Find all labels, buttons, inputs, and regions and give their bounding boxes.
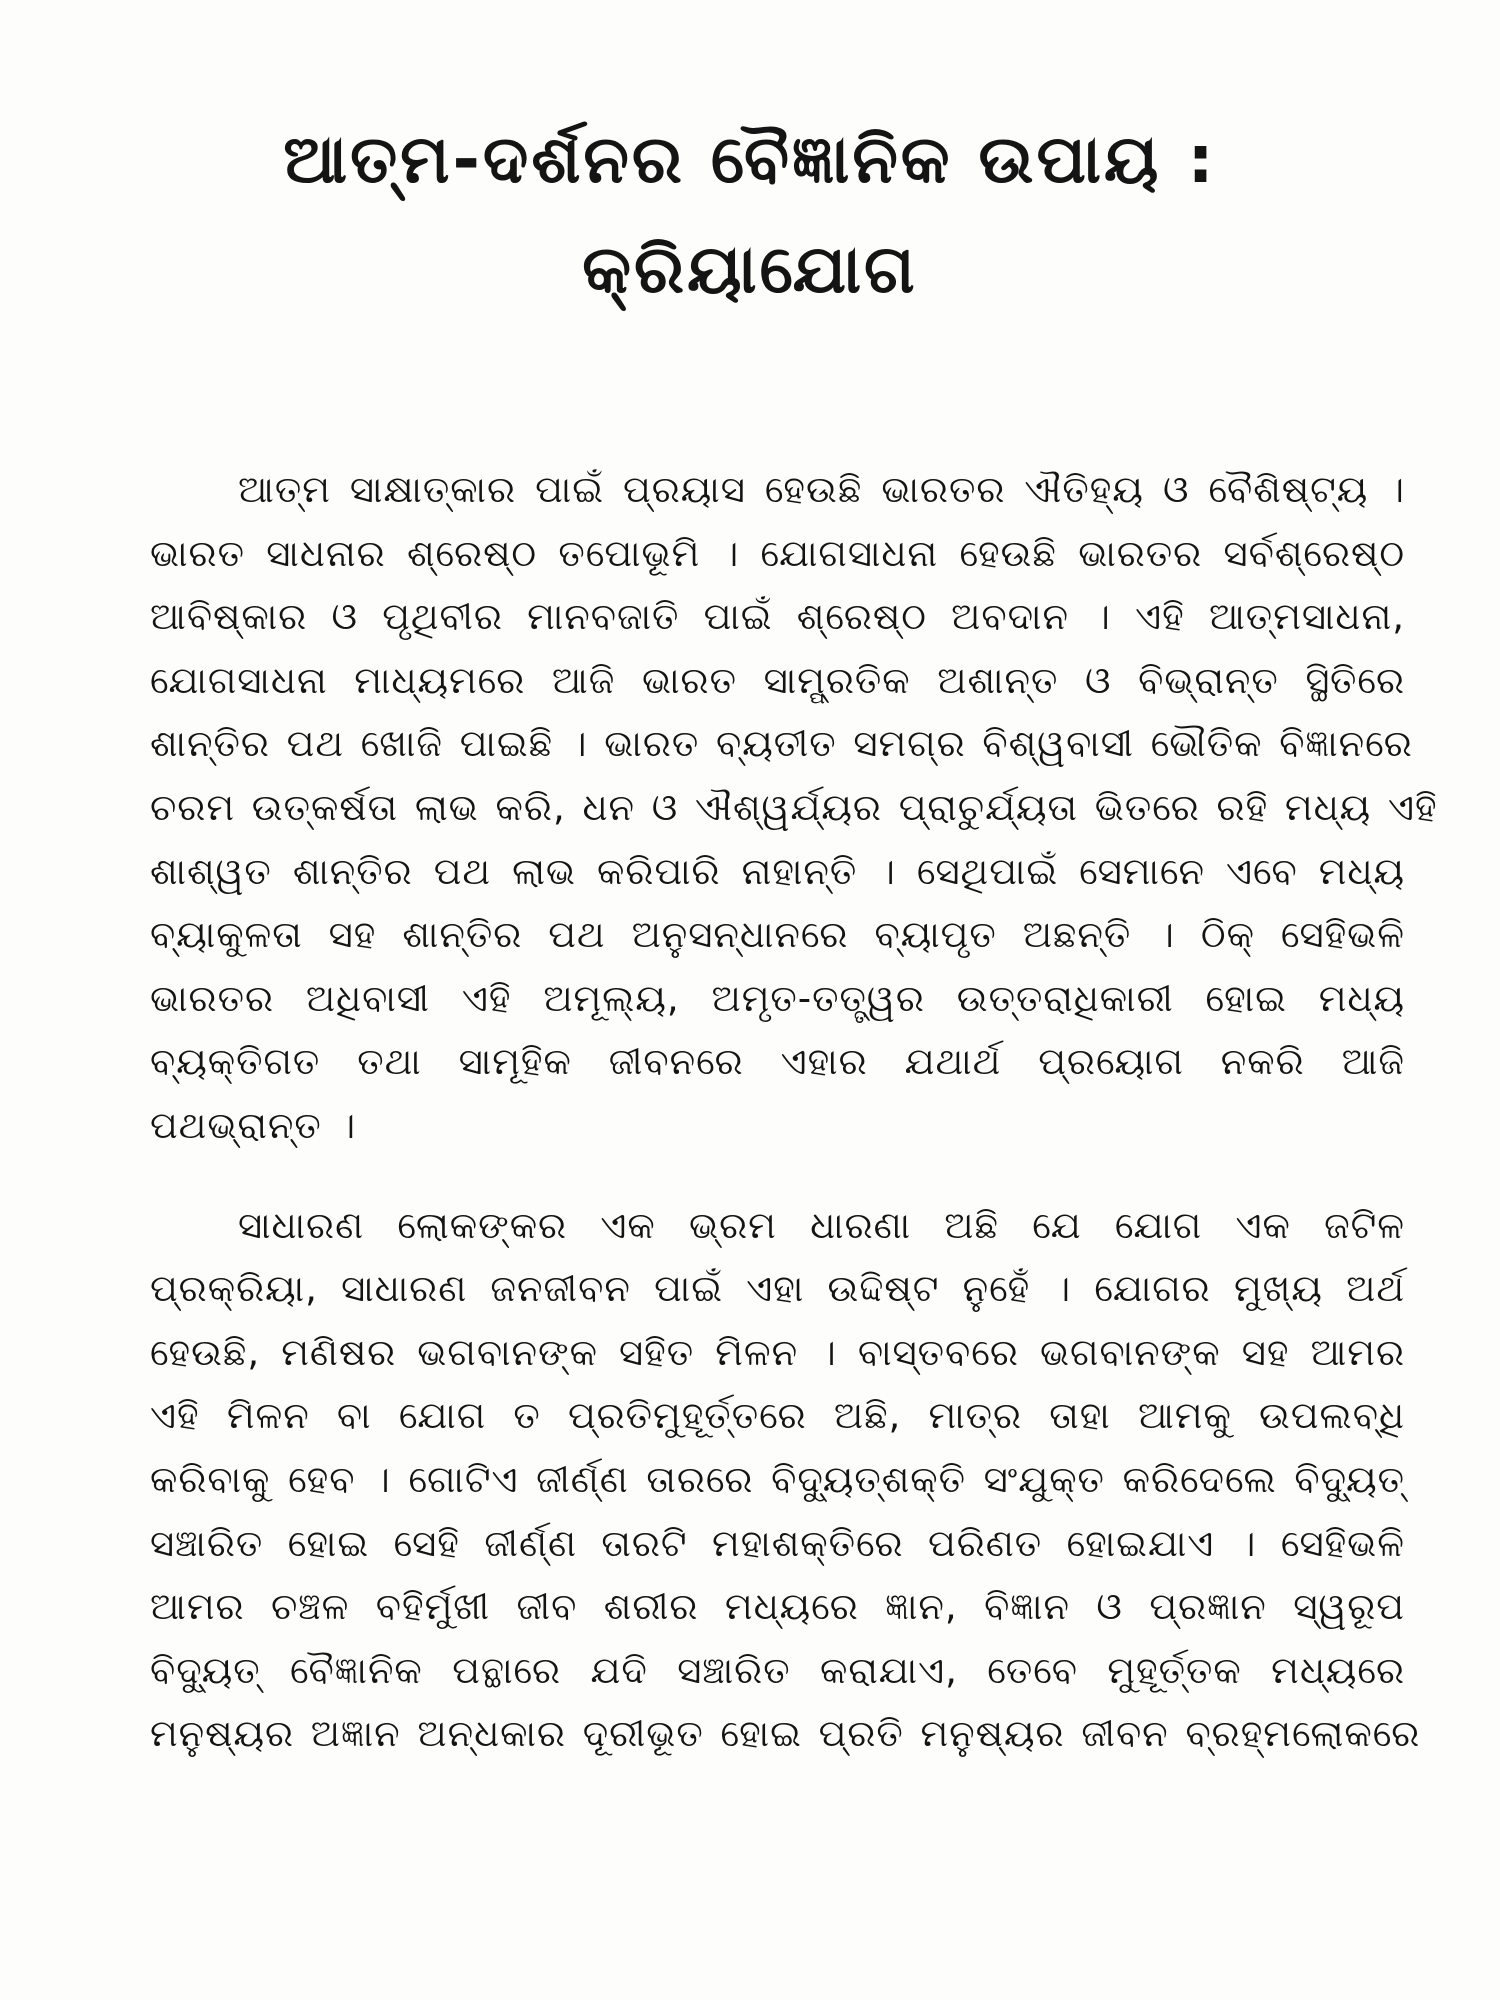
paragraph-line: ପ୍ରକ୍ରିୟା, ସାଧାରଣ ଜନଜୀବନ ପାଇଁ ଏହା ଉଦ୍ଦିଷ୍ଟ ନୁହେଁ । ଯୋଗର ମୁଖ୍ୟ ଅର୍ଥ bbox=[150, 1267, 1405, 1311]
paragraph-line: ଆମର ଚଞ୍ଚଳ ବହିର୍ମୁଖୀ ଜୀବ ଶରୀର ମଧ୍ୟରେ ଜ୍ଞାନ, ବିଜ୍ଞାନ ଓ ପ୍ରଜ୍ଞାନ ସ୍ୱରୂପ bbox=[150, 1585, 1405, 1629]
paragraph-line: କରିବାକୁ ହେବ । ଗୋଟିଏ ଜୀର୍ଣ୍ଣ ତାରରେ ବିଦ୍ୟୁତ୍‌ଶକ୍ତି ସଂଯୁକ୍ତ କରିଦେଲେ ବିଦ୍ୟୁତ୍ bbox=[150, 1457, 1405, 1501]
paragraph-spacer bbox=[150, 1158, 1405, 1194]
paragraph-line: ହେଉଛି, ମଣିଷର ଭଗବାନଙ୍କ ସହିତ ମିଳନ । ବାସ୍ତବରେ ଭଗବାନଙ୍କ ସହ ଆମର bbox=[150, 1330, 1405, 1374]
paragraph-line: ଆତ୍ମ ସାକ୍ଷାତ୍‌କାର ପାଇଁ ପ୍ରୟାସ ହେଉଛି ଭାରତର ଐତିହ୍ୟ ଓ ବୈଶିଷ୍ଟ୍ୟ । bbox=[238, 468, 1405, 511]
paragraph-line: ମନୁଷ୍ୟର ଅଜ୍ଞାନ ଅନ୍ଧକାର ଦୂରୀଭୂତ ହୋଇ ପ୍ରତି ମନୁଷ୍ୟର ଜୀବନ ବ୍ରହ୍ମଲୋକରେ bbox=[150, 1712, 1421, 1756]
paragraph-1 bbox=[150, 458, 1438, 1158]
chapter-title-line-2: କ୍ରିୟାଯୋଗ bbox=[582, 231, 918, 308]
paragraph-line: ଶାନ୍ତିର ପଥ ଖୋଜି ପାଇଛି । ଭାରତ ବ୍ୟତୀତ ସମଗ୍ର ବିଶ୍ୱବାସୀ ଭୌତିକ ବିଜ୍ଞାନରେ bbox=[150, 722, 1413, 766]
paragraph-line: ଭାରତର ଅଧିବାସୀ ଏହି ଅମୂଲ୍ୟ, ଅମୃତ-ତତ୍ତ୍ୱର ଉତ୍ତରାଧିକାରୀ ହୋଇ ମଧ୍ୟ bbox=[150, 976, 1405, 1020]
paragraph-line: ଆବିଷ୍କାର ଓ ପୃଥିବୀର ମାନବଜାତି ପାଇଁ ଶ୍ରେଷ୍ଠ ଅବଦାନ । ଏହି ଆତ୍ମସାଧନା, bbox=[150, 595, 1405, 639]
paragraph-line: ବ୍ୟକ୍ତିଗତ ତଥା ସାମୂହିକ ଜୀବନରେ ଏହାର ଯଥାର୍ଥ ପ୍ରୟୋଗ ନକରି ଆଜି bbox=[150, 1040, 1405, 1084]
paragraph-line: ଯୋଗସାଧନା ମାଧ୍ୟମରେ ଆଜି ଭାରତ ସାମ୍ପ୍ରତିକ ଅଶାନ୍ତ ଓ ବିଭ୍ରାନ୍ତ ସ୍ଥିତିରେ bbox=[150, 658, 1405, 702]
paragraph-line: ବିଦ୍ୟୁତ୍ ବୈଜ୍ଞାନିକ ପନ୍ଥାରେ ଯଦି ସଞ୍ଚାରିତ କରାଯାଏ, ତେବେ ମୁହୂର୍ତ୍ତକ ମଧ୍ୟରେ bbox=[150, 1648, 1405, 1692]
chapter-title bbox=[150, 105, 1350, 325]
paragraph-line: ସଞ୍ଚାରିତ ହୋଇ ସେହି ଜୀର୍ଣ୍ଣ ତାରଟି ମହାଶକ୍ତିରେ ପରିଣତ ହୋଇଯାଏ । ସେହିଭଳି bbox=[150, 1521, 1405, 1565]
paragraph-line: ଏହି ମିଳନ ବା ଯୋଗ ତ ପ୍ରତିମୁହୂର୍ତ୍ତରେ ଅଛି, ମାତ୍ର ତାହା ଆମକୁ ଉପଲବ୍ଧି bbox=[150, 1394, 1405, 1438]
paragraph-line: ଚରମ ଉତ୍କର୍ଷତା ଲାଭ କରି, ଧନ ଓ ଐଶ୍ୱର୍ଯ୍ୟର ପ୍ରାଚୁର୍ଯ୍ୟତା ଭିତରେ ରହି ମଧ୍ୟ ଏହି bbox=[150, 785, 1438, 829]
body-text bbox=[150, 458, 1438, 1766]
paragraph-line: ଭାରତ ସାଧନାର ଶ୍ରେଷ୍ଠ ତପୋଭୂମି । ଯୋଗସାଧନା ହେଉଛି ଭାରତର ସର୍ବଶ୍ରେଷ୍ଠ bbox=[150, 531, 1405, 575]
chapter-title-line-1: ଆତ୍ମ-ଦର୍ଶନର ବୈଜ୍ଞାନିକ ଉପାୟ : bbox=[283, 121, 1217, 198]
paragraph-line: ସାଧାରଣ ଲୋକଙ୍କର ଏକ ଭ୍ରମ ଧାରଣା ଅଛି ଯେ ଯୋଗ ଏକ ଜଟିଳ bbox=[238, 1203, 1405, 1247]
paragraph-2 bbox=[150, 1194, 1421, 1766]
paragraph-line: ପଥଭ୍ରାନ୍ତ । bbox=[150, 1103, 357, 1147]
paragraph-line: ବ୍ୟାକୁଳତା ସହ ଶାନ୍ତିର ପଥ ଅନୁସନ୍ଧାନରେ ବ୍ୟାପୃତ ଅଛନ୍ତି । ଠିକ୍ ସେହିଭଳି bbox=[150, 913, 1405, 957]
paragraph-line: ଶାଶ୍ୱତ ଶାନ୍ତିର ପଥ ଲାଭ କରିପାରି ନାହାନ୍ତି । ସେଥିପାଇଁ ସେମାନେ ଏବେ ମଧ୍ୟ bbox=[150, 849, 1405, 893]
